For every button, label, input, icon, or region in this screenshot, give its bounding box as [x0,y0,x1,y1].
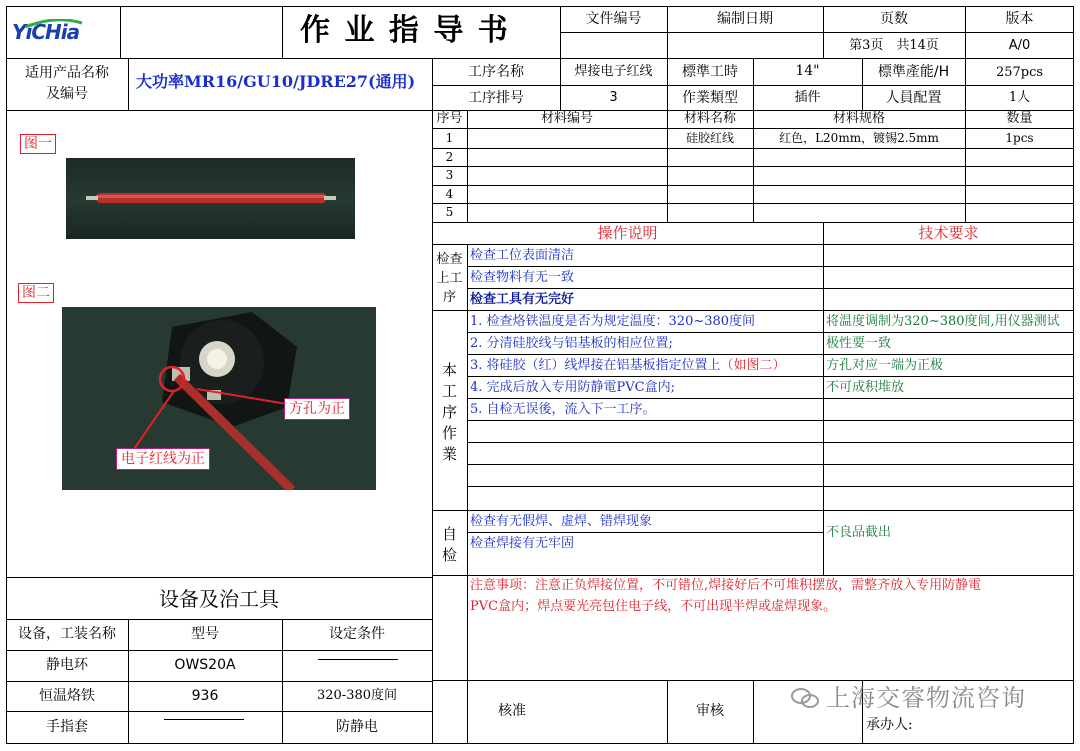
equip-cond: 防静电 [336,719,378,735]
self-check-req: 不良品截出 [826,525,892,540]
rule [467,420,1074,421]
rule [6,58,1074,59]
fig1-tag: 图一 [20,134,56,154]
equip-model: 936 [191,688,219,704]
step-text: 2. 分清硅胶线与铝基板的相应位置; [470,336,673,351]
process-seq-label: 工序排号 [468,90,524,106]
equip-model: OWS20A [174,657,236,673]
rule [467,110,468,222]
work-step-req: 不可成积堆放 [826,380,905,395]
rule [6,711,432,712]
rule [6,577,432,578]
mat-no: 4 [445,187,454,201]
label-line: 業 [441,445,457,463]
rule [467,464,1074,465]
rule [467,398,1074,399]
work-step [470,403,656,416]
std-time-label: 標準工時 [682,64,738,80]
std-capacity-label: 標準產能/H [877,64,950,80]
work-section-label [432,360,467,465]
equip-model-blank [164,719,244,720]
notes-line: 注意事项：注意正负焊接位置，不可错位,焊接好后不可堆积摆放，需整齐放入专用防静電 [470,578,982,593]
equip-name: 恒温烙铁 [39,688,95,704]
fig1-photo [66,158,355,239]
label-line: 自 [441,525,457,543]
step-text: 3. 将硅胶（红）线焊接在铝基板指定位置上 [470,358,721,373]
rule [6,619,432,620]
check-section-label [432,250,467,307]
staff-value: 1人 [1008,90,1031,105]
step-text: 4. 完成后放入专用防静電PVC盒内; [470,380,675,395]
version-value: A/0 [1008,38,1031,53]
version-label: 版本 [1005,11,1034,27]
work-step-req: 极性要一致 [826,336,892,351]
label-line: 检 [441,546,457,564]
equip-name: 静电环 [46,657,88,673]
rule [6,681,432,682]
work-step-req: 将温度调制为320~380度间,用仪器测试 [826,314,1060,329]
equipment-title: 设备及治工具 [159,587,279,611]
mat-no: 5 [445,205,454,219]
callout-hole: 方孔为正 [284,398,350,420]
rule [120,6,121,58]
rule [282,6,283,58]
check-item: 检查工具有无完好 [470,292,575,307]
label-line: 本 [441,361,457,379]
work-step [470,315,755,328]
rule [467,266,1074,267]
rule [467,332,1074,333]
fig2-tag: 图二 [18,283,54,303]
mat-header-name: 材料名称 [683,111,736,126]
wechat-icon [790,686,820,710]
label-line: 检查 [436,252,463,267]
mat-header-code: 材料编号 [540,111,593,126]
work-step [470,359,786,372]
operation-header: 操作说明 [597,224,658,242]
rule [823,222,824,575]
process-name-value: 焊接电子红线 [574,64,653,79]
work-step [470,337,673,350]
rule [753,110,754,222]
mat-qty: 1pcs [1005,131,1034,145]
equip-cond: 320-380度间 [316,688,398,703]
rule [467,288,1074,289]
rule [667,110,668,222]
rule [432,310,1074,311]
rule [432,575,1074,576]
mat-header-no: 序号 [436,111,463,126]
rule [467,486,1074,487]
notes-line: PVC盒内；焊点要光亮包住电子线，不可出现半焊或虚焊现象。 [470,599,837,614]
rule [6,650,432,651]
date-label: 编制日期 [717,11,773,27]
page-title: 作 业 指 导 书 [300,13,510,48]
self-check-item: 检查有无假焊、虚焊、错焊现象 [470,514,653,529]
handler-label: 承办人: [866,717,913,733]
product-value: 大功率MR16/GU10/JDRE27(通用) [136,72,416,91]
rule [467,376,1074,377]
rule [128,58,129,110]
approve-label: 核准 [498,703,526,719]
rule [753,680,754,744]
equip-header-name: 设备，工装名称 [18,626,116,642]
step-highlight: （如图二） [720,358,786,373]
std-time-value: 14" [795,63,820,79]
label-line: 序 [441,403,457,421]
job-type-label: 作業類型 [682,90,738,106]
page-count-value: 第3页 共14页 [849,38,939,53]
check-item: 检查物料有无一致 [470,270,575,285]
mat-no: 3 [445,168,454,182]
equip-header-cond: 设定条件 [329,626,385,642]
label-line: 工 [441,382,457,400]
rule [432,244,1074,245]
mat-header-spec: 材料规格 [832,111,885,126]
review-label: 审核 [696,703,724,719]
rule [467,354,1074,355]
rule [467,442,1074,443]
logo-swoosh [24,14,84,22]
mat-name: 硅胶红线 [685,131,734,145]
label-line: 作 [441,424,457,442]
rule [965,110,966,222]
equip-cond-blank [318,659,398,660]
rule [560,32,1074,33]
staff-label: 人員配置 [885,90,942,106]
mat-no: 2 [445,150,454,164]
rule [432,510,1074,511]
rule [432,222,1074,223]
step-text: 1. 检查烙铁温度是否为规定温度：320~380度间 [470,314,756,329]
step-text: 5. 自检无误後，流入下一工序。 [470,402,656,417]
work-step [470,381,675,394]
red-wire-icon [66,158,355,239]
self-check-label [432,524,467,566]
check-item: 检查工位表面清洁 [470,248,575,263]
equip-header-model: 型号 [191,626,219,642]
product-label-2: 及编号 [46,86,88,102]
mat-spec: 红色，L20mm，镀锡2.5mm [779,131,939,145]
label-line: 上工 [436,271,463,286]
process-name-label: 工序名称 [468,64,524,80]
rule [467,532,823,533]
doc-no-label: 文件编号 [585,11,642,27]
self-check-item: 检查焊接有无牢固 [470,536,575,551]
watermark: 上海交睿物流咨询 [826,684,1026,712]
company-logo: YiCHia [12,20,80,44]
process-seq-value: 3 [609,90,618,105]
page-count-label: 页数 [880,11,908,27]
tech-req-header: 技术要求 [918,224,979,242]
rule [6,110,1074,111]
mat-no: 1 [445,131,454,145]
callout-wire: 电子红线为正 [116,448,210,470]
equip-name: 手指套 [46,719,88,735]
label-line: 序 [442,290,456,305]
product-label: 适用产品名称 [25,65,109,81]
job-type-value: 插件 [794,90,821,105]
rule [467,244,468,744]
mat-header-qty: 数量 [1006,111,1033,126]
std-capacity-value: 257pcs [995,65,1044,80]
work-step-req: 方孔对应一端为正极 [826,358,944,373]
